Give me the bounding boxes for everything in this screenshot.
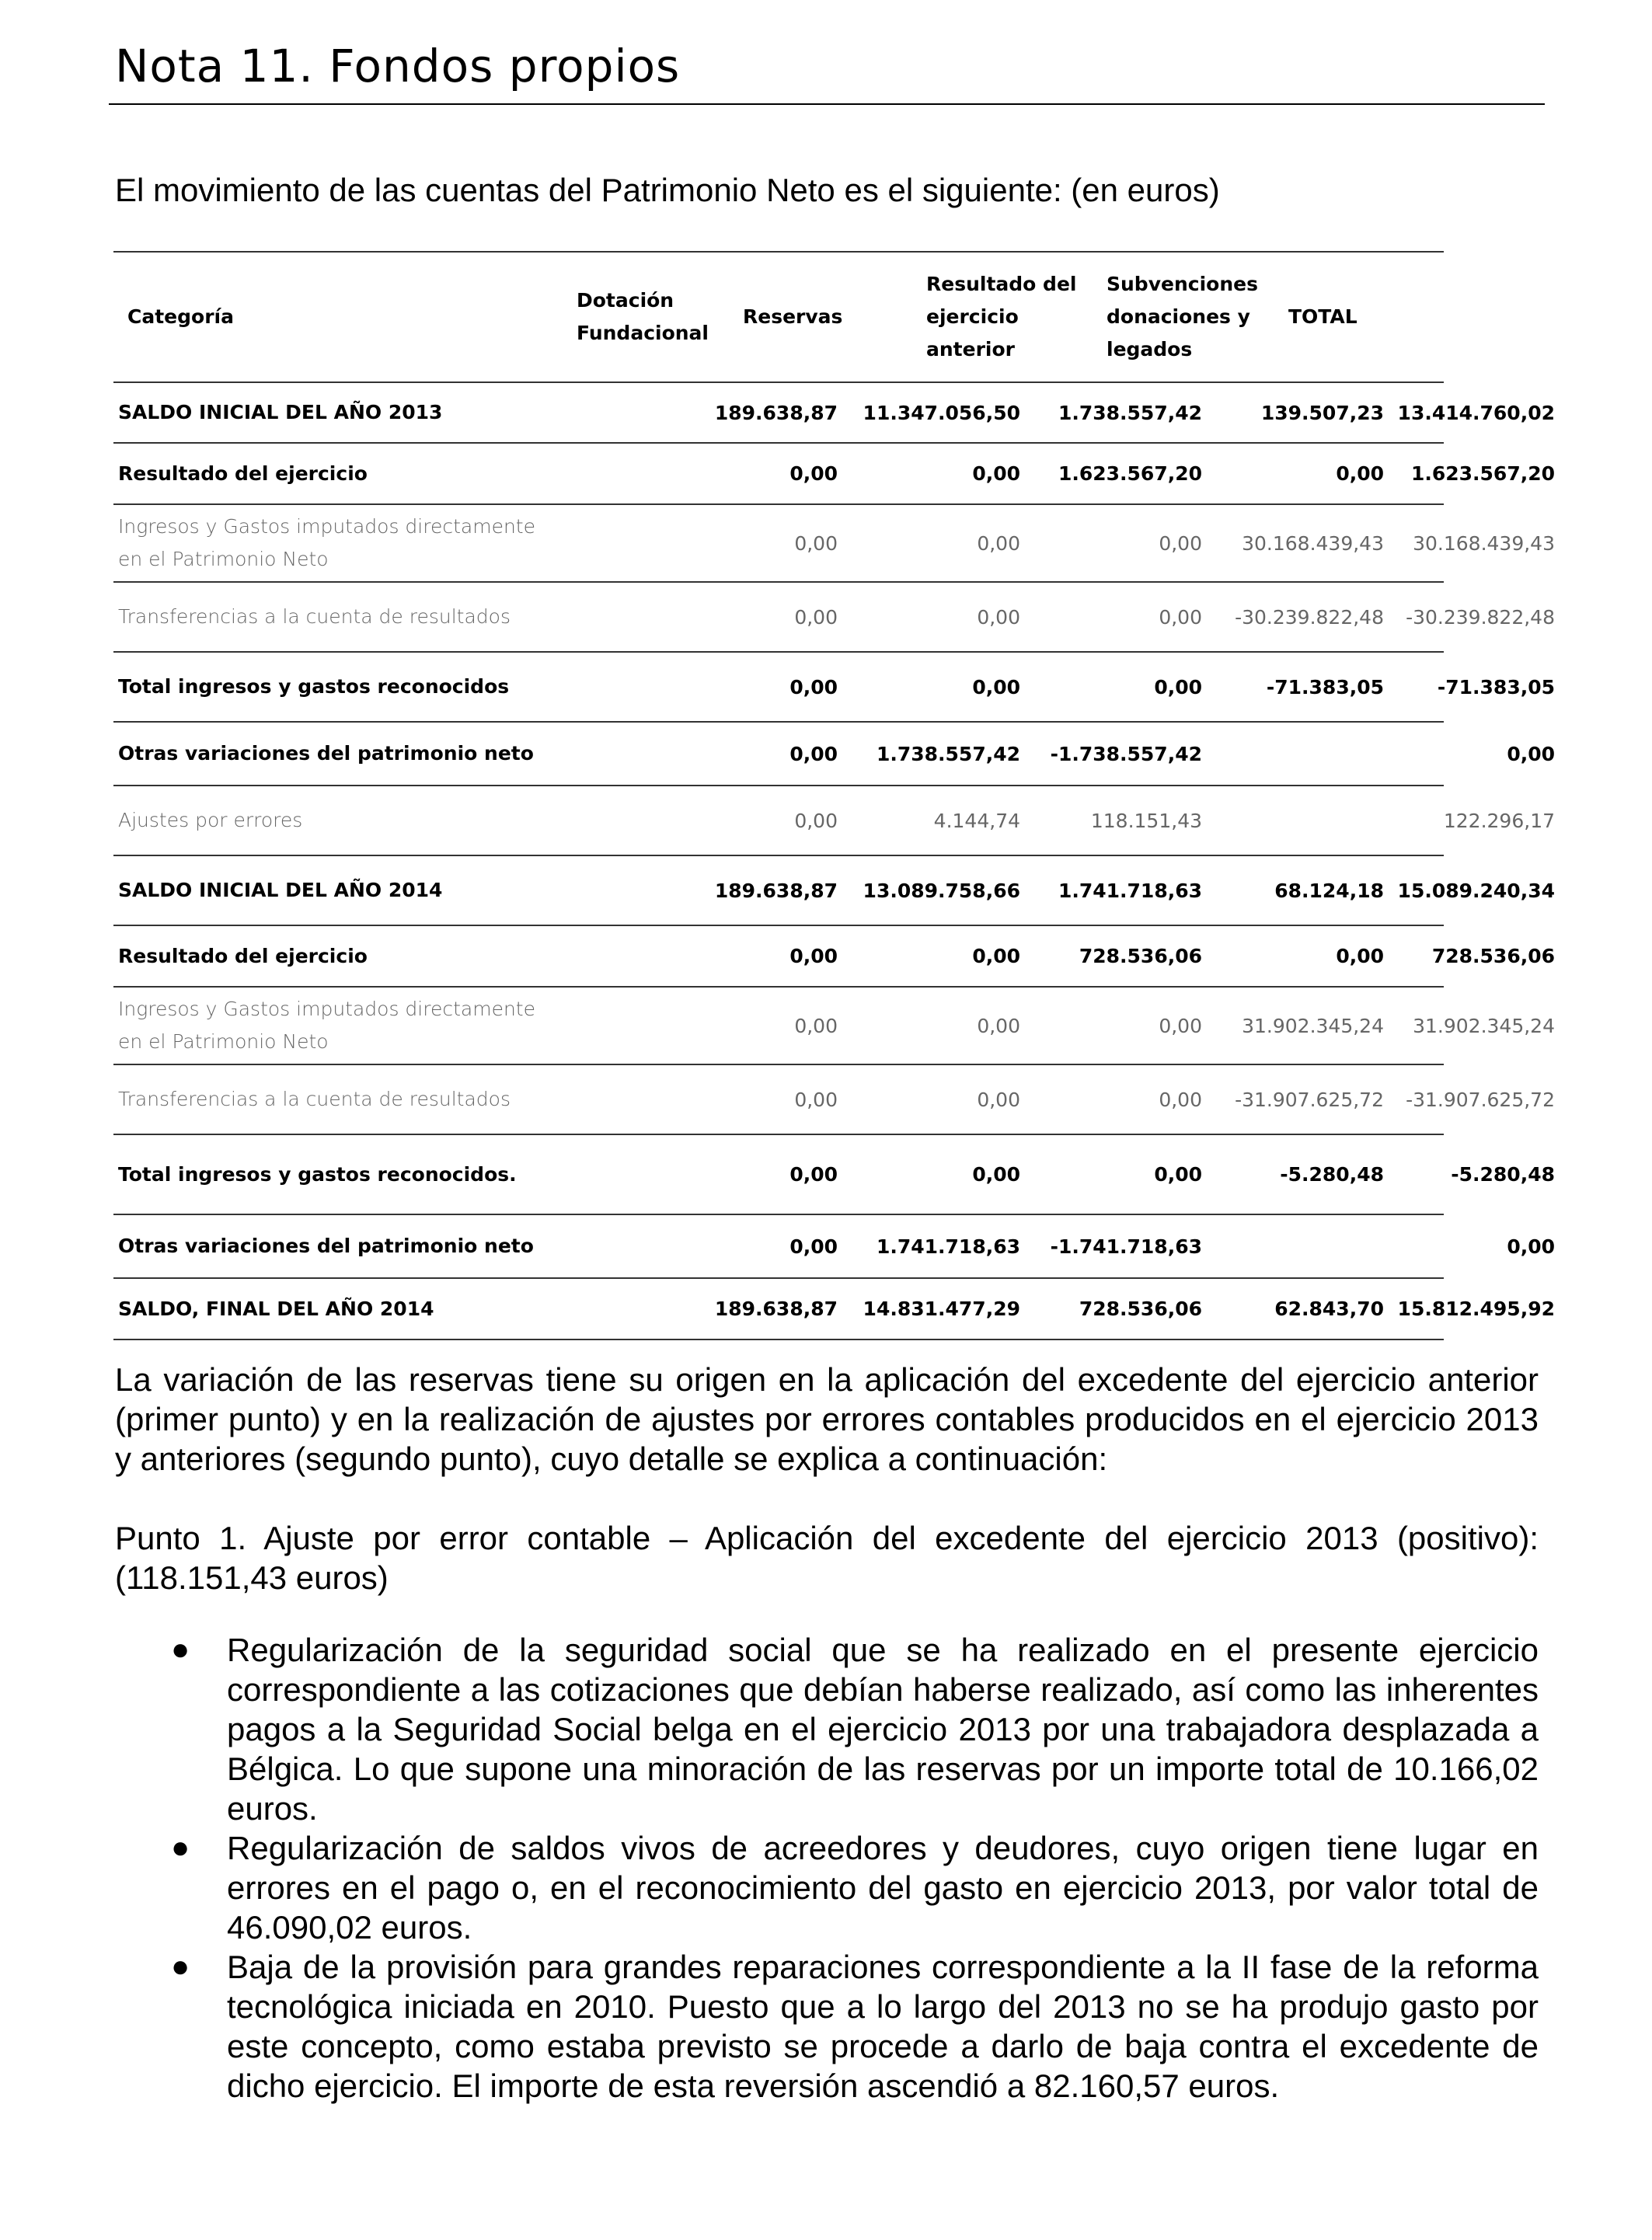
intro-text: El movimiento de las cuentas del Patrimonio Neto es el siguiente: (en euros) xyxy=(115,172,1220,208)
row-value-c1: 0,00 xyxy=(789,675,838,698)
table-row xyxy=(113,1215,1555,1279)
bullet-dot-icon: ● xyxy=(171,1831,190,1865)
row-value-c2: 4.144,74 xyxy=(933,809,1020,832)
row-value-c5: 728.536,06 xyxy=(1431,945,1555,967)
row-value-c5: -71.383,05 xyxy=(1437,675,1555,698)
row-value-c3: 0,00 xyxy=(1159,605,1202,629)
row-value-c4: 0,00 xyxy=(1336,945,1384,967)
row-value-c2: 13.089.758,66 xyxy=(863,879,1020,902)
row-label: SALDO INICIAL DEL AÑO 2014 xyxy=(118,879,443,901)
row-label: Transferencias a la cuenta de resultados xyxy=(118,605,511,628)
row-label: Ingresos y Gastos imputados directamente en el Patrimonio Neto xyxy=(118,998,535,1053)
bullet-text: Baja de la provisión para grandes reparaciones correspondiente a la II fase de la reforma tecnológica iniciada en 2010. Puesto que a lo largo del 2013 no se ha produjo gasto por este concepto, como estaba previsto se procede a darlo de baja contra el excedente de dicho ejercicio. El importe de esta reversión ascendió a 82.160,57 euros. xyxy=(227,1949,1539,2104)
header-dotacion: Dotación Fundacional xyxy=(577,289,709,344)
row-value-c1: 0,00 xyxy=(794,531,838,555)
bullet-item xyxy=(115,1947,1539,2106)
bullet-dot-icon: ● xyxy=(171,1949,190,1984)
row-value-c5: 15.812.495,92 xyxy=(1397,1298,1555,1320)
row-label: SALDO, FINAL DEL AÑO 2014 xyxy=(118,1297,434,1320)
row-value-c1: 0,00 xyxy=(794,1014,838,1037)
paragraph-punto-1: Punto 1. Ajuste por error contable – Aplicación del excedente del ejercicio 2013 (positivo): (118.151,43 euros) xyxy=(115,1520,1539,1596)
row-value-c4: 68.124,18 xyxy=(1274,879,1384,902)
row-value-c2: 14.831.477,29 xyxy=(863,1298,1020,1320)
row-value-c2: 0,00 xyxy=(972,945,1020,967)
table-row xyxy=(113,444,1555,505)
equity-table xyxy=(113,251,1555,1340)
table-row xyxy=(113,383,1555,444)
row-value-c5: -30.239.822,48 xyxy=(1406,605,1555,629)
row-value-c4: -5.280,48 xyxy=(1280,1163,1384,1186)
row-value-c2: 0,00 xyxy=(977,605,1020,629)
row-value-c1: 189.638,87 xyxy=(714,879,838,902)
table-row xyxy=(113,723,1555,786)
row-value-c5: 30.168.439,43 xyxy=(1413,531,1555,555)
row-value-c3: 0,00 xyxy=(1159,531,1202,555)
bullet-text: Regularización de la seguridad social que se ha realizado en el presente ejercicio correspondiente a las cotizaciones que debían haberse realizado, así como las inherentes pagos a la Seguridad Social belga en el ejercicio 2013 por una trabajadora desplazada a Bélgica. Lo que supone una minoración de las reservas por un importe total de 10.166,02 euros. xyxy=(227,1632,1539,1827)
row-value-c1: 0,00 xyxy=(789,1163,838,1186)
bullet-text: Regularización de saldos vivos de acreedores y deudores, cuyo origen tiene lugar en errores en el pago o, en el reconocimiento del gasto en ejercicio 2013, por valor total de 46.090,02 euros. xyxy=(227,1830,1539,1946)
header-subvenciones: Subvenciones donaciones y legados xyxy=(1107,273,1258,361)
row-value-c3: 0,00 xyxy=(1159,1014,1202,1037)
row-label: Ajustes por errores xyxy=(118,809,303,831)
row-value-c3: -1.738.557,42 xyxy=(1050,742,1202,765)
row-value-c4: -71.383,05 xyxy=(1266,675,1384,698)
table-header xyxy=(113,251,1444,383)
row-value-c3: 118.151,43 xyxy=(1090,809,1202,832)
table-row xyxy=(113,988,1555,1065)
table-row xyxy=(113,583,1555,653)
table-row xyxy=(113,856,1555,926)
row-value-c2: 0,00 xyxy=(977,1014,1020,1037)
table-row xyxy=(113,505,1555,583)
row-value-c4 xyxy=(1206,786,1384,855)
row-value-c3: 1.623.567,20 xyxy=(1058,462,1202,485)
row-label: Otras variaciones del patrimonio neto xyxy=(118,1235,534,1257)
row-value-c5: 122.296,17 xyxy=(1443,809,1555,832)
row-label: Resultado del ejercicio xyxy=(118,944,368,967)
header-resultado: Resultado del ejercicio anterior xyxy=(926,273,1077,361)
bullet-dot-icon: ● xyxy=(171,1632,190,1667)
bullet-item xyxy=(115,1630,1539,1828)
row-value-c5: 0,00 xyxy=(1507,742,1555,765)
row-value-c1: 189.638,87 xyxy=(714,1298,838,1320)
row-value-c4: 0,00 xyxy=(1336,462,1384,485)
row-value-c3: -1.741.718,63 xyxy=(1050,1235,1202,1258)
row-value-c2: 0,00 xyxy=(972,675,1020,698)
row-value-c3: 1.741.718,63 xyxy=(1058,879,1202,902)
header-reservas: Reservas xyxy=(743,305,843,328)
row-value-c1: 189.638,87 xyxy=(714,401,838,424)
row-label: Ingresos y Gastos imputados directamente en el Patrimonio Neto xyxy=(118,515,535,570)
row-value-c1: 0,00 xyxy=(794,809,838,832)
row-value-c1: 0,00 xyxy=(789,742,838,765)
row-value-c4: -30.239.822,48 xyxy=(1235,605,1384,629)
row-value-c5: 13.414.760,02 xyxy=(1397,401,1555,424)
table-row xyxy=(113,1279,1555,1340)
page-title: Nota 11. Fondos propios xyxy=(115,40,681,92)
row-value-c5: -31.907.625,72 xyxy=(1406,1088,1555,1111)
bullet-list xyxy=(115,1630,1539,2106)
row-value-c5: -5.280,48 xyxy=(1451,1163,1555,1186)
table-body xyxy=(113,383,1555,1340)
row-value-c1: 0,00 xyxy=(789,1235,838,1258)
table-row xyxy=(113,1065,1555,1135)
table-row xyxy=(113,926,1555,988)
header-total: TOTAL xyxy=(1288,305,1357,328)
title-rule xyxy=(109,103,1545,105)
row-value-c2: 0,00 xyxy=(972,1163,1020,1186)
row-value-c1: 0,00 xyxy=(789,945,838,967)
row-label: Total ingresos y gastos reconocidos. xyxy=(118,1162,517,1186)
row-label: Resultado del ejercicio xyxy=(118,462,368,485)
row-value-c1: 0,00 xyxy=(794,1088,838,1111)
row-value-c4 xyxy=(1206,723,1384,785)
row-value-c5: 31.902.345,24 xyxy=(1413,1014,1555,1037)
row-value-c1: 0,00 xyxy=(789,462,838,485)
table-row xyxy=(113,653,1555,723)
row-label: Otras variaciones del patrimonio neto xyxy=(118,742,534,765)
row-value-c4: -31.907.625,72 xyxy=(1235,1088,1384,1111)
row-value-c3: 728.536,06 xyxy=(1079,945,1202,967)
row-label: Transferencias a la cuenta de resultados xyxy=(118,1088,511,1110)
row-value-c5: 1.623.567,20 xyxy=(1410,462,1555,485)
row-value-c4: 31.902.345,24 xyxy=(1242,1014,1384,1037)
header-categoria: Categoría xyxy=(127,305,234,328)
paragraph-reserves-variation: La variación de las reservas tiene su origen en la aplicación del excedente del ejercicio anterior (primer punto) y en la realización de ajustes por errores contables producidos en el ejercicio 2013 y anteriores (segundo punto), cuyo detalle se explica a continuación: xyxy=(115,1361,1539,1477)
row-label: Total ingresos y gastos reconocidos xyxy=(118,675,510,698)
row-value-c2: 0,00 xyxy=(977,1088,1020,1111)
row-value-c4: 139.507,23 xyxy=(1260,401,1384,424)
table-row xyxy=(113,786,1555,856)
row-value-c4: 30.168.439,43 xyxy=(1242,531,1384,555)
row-label: SALDO INICIAL DEL AÑO 2013 xyxy=(118,401,443,423)
row-value-c2: 11.347.056,50 xyxy=(863,401,1020,424)
row-value-c5: 0,00 xyxy=(1507,1235,1555,1258)
row-value-c4 xyxy=(1206,1215,1384,1277)
bullet-item xyxy=(115,1828,1539,1947)
row-value-c3: 0,00 xyxy=(1159,1088,1202,1111)
row-value-c1: 0,00 xyxy=(794,605,838,629)
row-value-c2: 0,00 xyxy=(977,531,1020,555)
row-value-c3: 1.738.557,42 xyxy=(1058,401,1202,424)
row-value-c3: 0,00 xyxy=(1154,675,1202,698)
row-value-c2: 1.738.557,42 xyxy=(876,742,1020,765)
row-value-c5: 15.089.240,34 xyxy=(1397,879,1555,902)
row-value-c3: 0,00 xyxy=(1154,1163,1202,1186)
row-value-c4: 62.843,70 xyxy=(1274,1298,1384,1320)
row-value-c3: 728.536,06 xyxy=(1079,1298,1202,1320)
row-value-c2: 0,00 xyxy=(972,462,1020,485)
row-value-c2: 1.741.718,63 xyxy=(876,1235,1020,1258)
table-row xyxy=(113,1135,1555,1215)
